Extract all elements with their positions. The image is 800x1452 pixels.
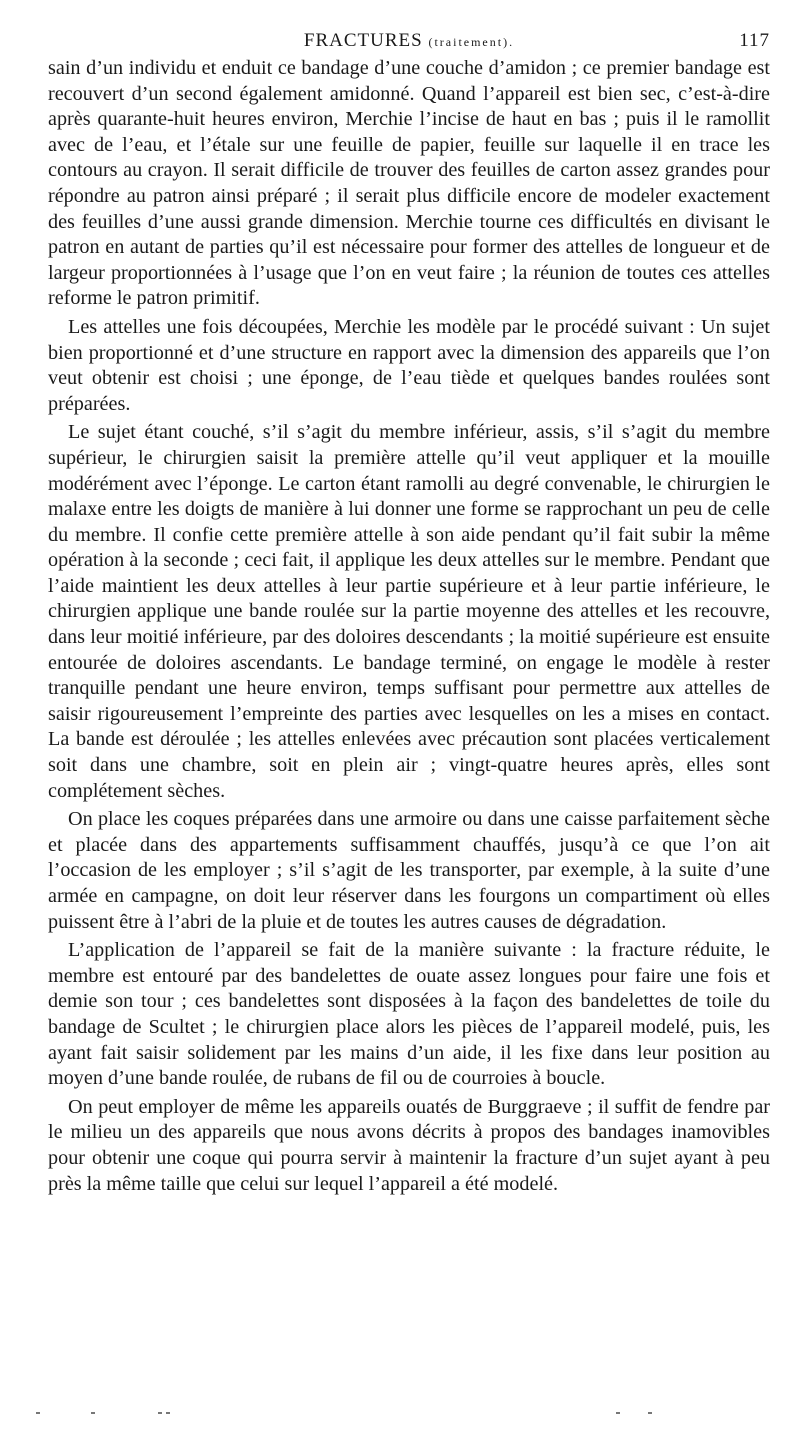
running-head [48,30,770,56]
body-text [48,56,770,1197]
scan-specks [36,1412,736,1418]
paragraph-storage: On place les coques préparées dans une armoire ou dans une caisse parfaitement sèche et placée dans des appartements suffisamment chauffés, jusqu’à ce que l’on ait l’occasion de les employer ; s’il s’agit de les transporter, par exemple, à la suite d’une armée en campagne, on doit leur réserver dans les fourgons un compartiment où elles puissent être à l’abri de la pluie et de toutes les autres causes de dégradation. [48,808,770,933]
paragraph-application: L’application de l’appareil se fait de la manière suivante : la fracture réduite, le membre est entouré par des bandelettes de ouate assez longues pour faire une fois et demie son tour ; ces bandelettes sont disposées à la façon des bandelettes de toile du bandage de Scultet ; le chirurgien place alors les pièces de l’appareil modelé, puis, les ayant fait saisir solidement par les mains d’un aide, il les fixe dans leur position au moyen d’une bande roulée, de rubans de fil ou de courroies à boucle. [48,939,770,1090]
book-page [48,30,770,1197]
paragraph-modeling: Les attelles une fois découpées, Merchie les modèle par le procédé suivant : Un sujet bien proportionné et d’une structure en rapport avec la dimension des appareils que l’on veut obtenir est choisi ; une éponge, de l’eau tiède et quelques bandes roulées sont préparées. [48,315,770,415]
chapter-subtitle: (traitement). [428,35,515,49]
paragraph-burggraeve: On peut employer de même les appareils ouatés de Burggraeve ; il suffit de fendre par le milieu un des appareils que nous avons décrits à propos des bandages inamovibles pour obtenir une coque qui pourra servir à maintenir la fracture d’un sujet ayant à peu près la même taille que celui sur lequel l’appareil a été modelé. [48,1095,770,1195]
paragraph-procedure: Le sujet étant couché, s’il s’agit du membre inférieur, assis, s’il s’agit du membre supérieur, le chirurgien saisit la première attelle qu’il veut appliquer et la mouille modérément avec l’éponge. Le carton étant ramolli au degré convenable, le chirurgien le malaxe entre les doigts de manière à lui donner une forme se rapprochant un peu de celle du membre. Il confie cette première attelle à son aide pendant qu’il fait subir la même opération à la seconde ; ceci fait, il applique les deux attelles sur le membre. Pendant que l’aide maintient les deux attelles à leur partie supérieure et à leur partie inférieure, le chirurgien applique une bande roulée sur la partie moyenne des attelles et les recouvre, dans leur moitié inférieure, par des doloires descendants ; la moitié supérieure est ensuite entourée de doloires ascendants. Le bandage terminé, on engage le modèle à rester tranquille pendant une heure environ, temps suffisant pour permettre aux attelles de saisir rigoureusement l’empreinte des parties avec lesquelles on les a mises en contact. La bande est déroulée ; les attelles enlevées avec précaution sont placées verticalement soit dans une chambre, soit en plein air ; vingt-quatre heures après, elles sont complétement sèches. [48,421,770,802]
chapter-title: FRACTURES [303,30,423,51]
page-number: 117 [739,30,770,51]
paragraph-continued: sain d’un individu et enduit ce bandage d’une couche d’amidon ; ce premier bandage est recouvert d’un second également amidonné. Quand l’appareil est bien sec, c’est-à-dire après quarante-huit heures environ, Merchie l’incise de haut en bas ; puis il le ramollit avec de l’eau, et l’étale sur une feuille de papier, feuille sur laquelle il en trace les contours au crayon. Il serait difficile de trouver des feuilles de carton assez grandes pour répondre au patron ainsi préparé ; il serait plus difficile encore de modeler exactement des feuilles d’une aussi grande dimension. Merchie tourne ces difficultés en divisant le patron en autant de parties qu’il est nécessaire pour former des attelles de longueur et de largeur proportionnées à l’usage que l’on en veut faire ; la réunion de toutes ces attelles reforme le patron primitif. [48,57,770,310]
running-title [48,30,770,52]
